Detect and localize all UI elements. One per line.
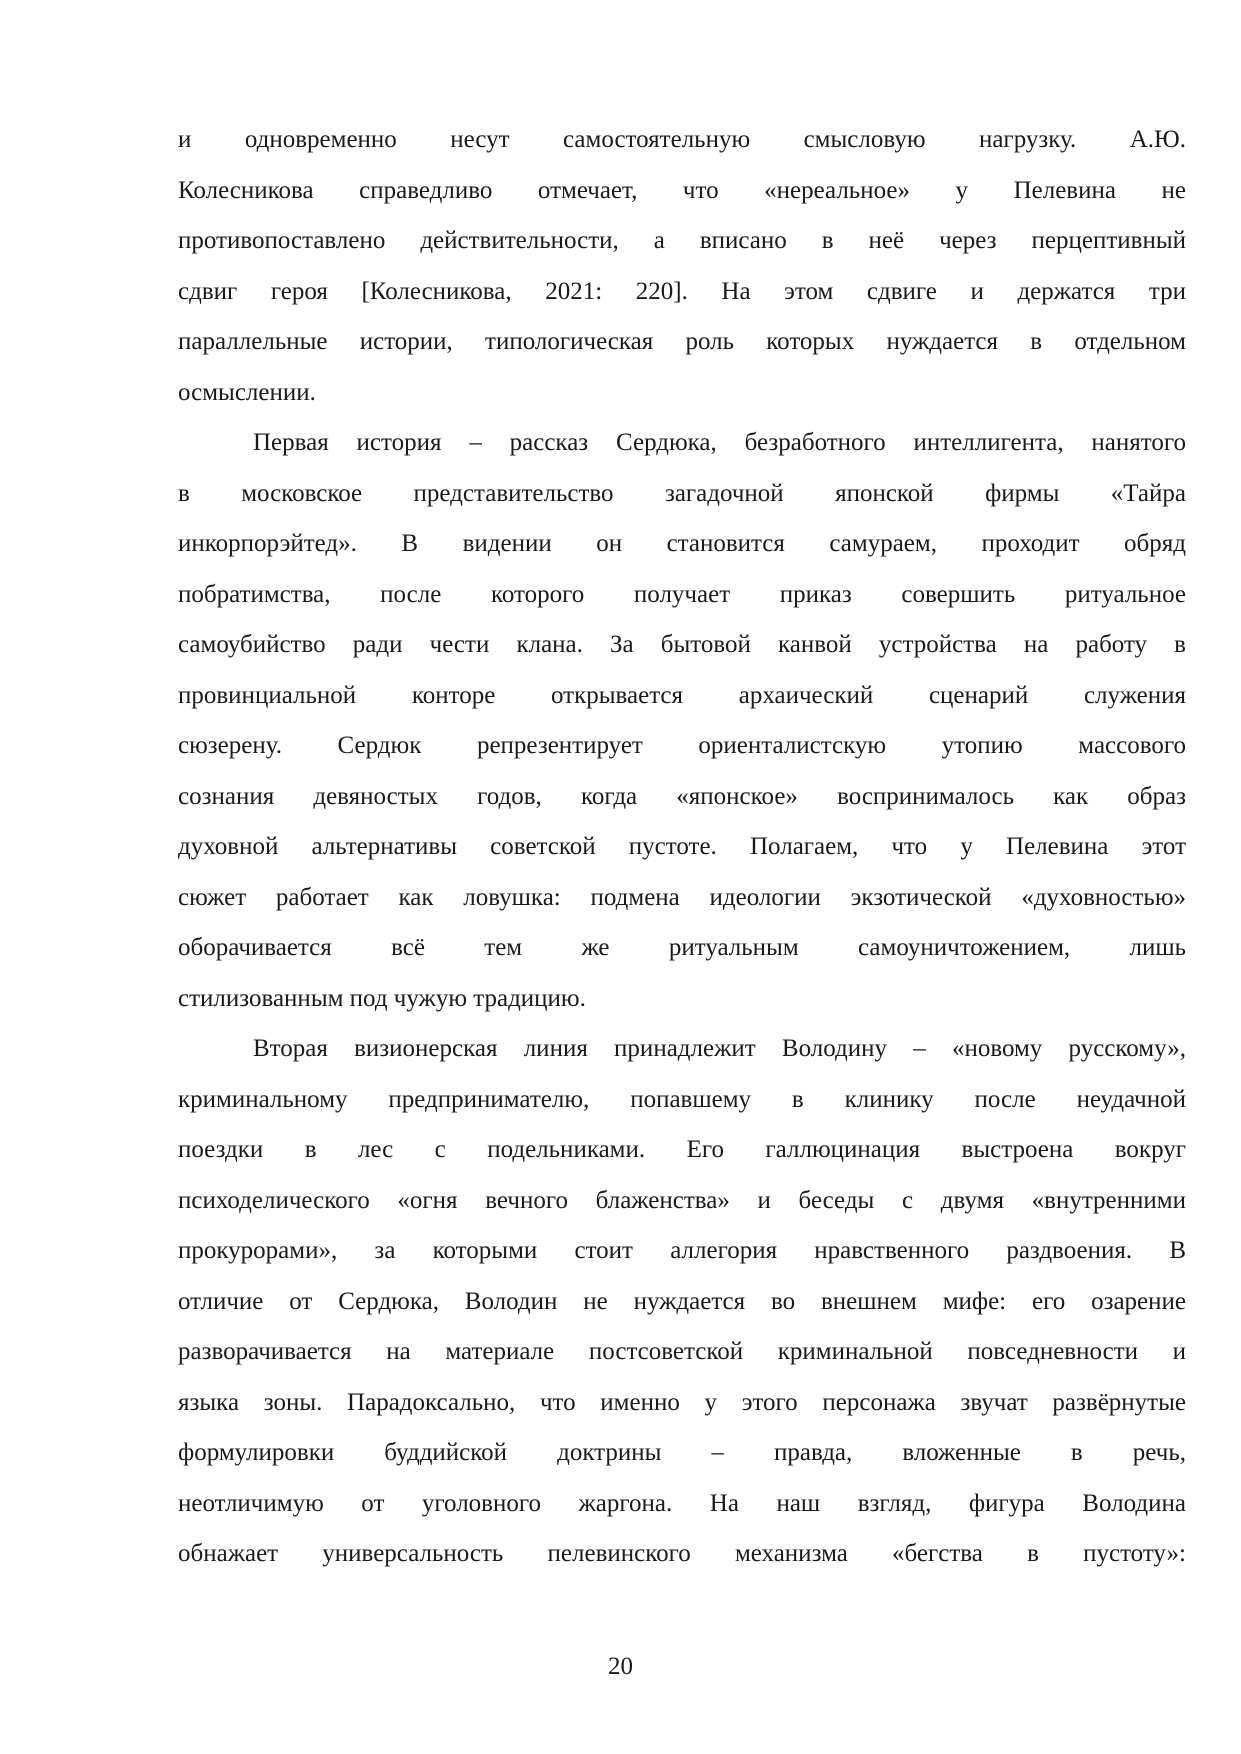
text-line: языка зоны. Парадоксально, что именно у этого персонажа звучат развёрнутые [178, 1388, 1186, 1416]
text-line: формулировки буддийской доктрины – правда, вложенные в речь, [178, 1439, 1186, 1466]
text-line: прокурорами», за которыми стоит аллегория нравственного раздвоения. В [178, 1237, 1186, 1264]
text-line: поездки в лес с подельниками. Его галлюцинация выстроена вокруг [178, 1136, 1186, 1163]
text-line: психоделического «огня вечного блаженства» и беседы с двумя «внутренними [178, 1186, 1186, 1214]
text-line: инкорпорэйтед». В видении он становится самураем, проходит обряд [178, 530, 1186, 557]
main-text [178, 115, 1186, 1580]
text-line: Колесникова справедливо отмечает, что «нереальное» у Пелевина не [178, 176, 1186, 204]
text-line: духовной альтернативы советской пустоте. Полагаем, что у Пелевина этот [178, 833, 1186, 860]
text-line: разворачивается на материале постсоветской криминальной повседневности и [178, 1338, 1186, 1365]
text-line: неотличимую от уголовного жаргона. На наш взгляд, фигура Володина [178, 1489, 1186, 1517]
text-line: обнажает универсальность пелевинского механизма «бегства в пустоту»: [178, 1540, 1186, 1567]
text-line: и одновременно несут самостоятельную смысловую нагрузку. А.Ю. [178, 126, 1186, 153]
page-number: 20 [608, 1653, 633, 1680]
text-line: Вторая визионерская линия принадлежит Володину – «новому русскому», [253, 1035, 1186, 1062]
text-line: стилизованным под чужую традицию. [178, 984, 586, 1012]
text-line: криминальному предпринимателю, попавшему в клинику после неудачной [178, 1085, 1186, 1113]
text-line: провинциальной конторе открывается архаический сценарий служения [178, 681, 1186, 709]
text-line: сюзерену. Сердюк репрезентирует ориенталистскую утопию массового [178, 732, 1186, 759]
text-line: сдвиг героя [Колесникова, 2021: 220]. На этом сдвиге и держатся три [178, 277, 1186, 305]
text-line: в московское представительство загадочной японской фирмы «Тайра [178, 479, 1186, 507]
text-line: Первая история – рассказ Сердюка, безработного интеллигента, нанятого [253, 429, 1186, 456]
text-line: сознания девяностых годов, когда «японское» воспринималось как образ [178, 782, 1186, 810]
text-line: самоубийство ради чести клана. За бытовой канвой устройства на работу в [178, 631, 1186, 658]
text-line: побратимства, после которого получает приказ совершить ритуальное [178, 580, 1186, 608]
text-line: осмыслении. [178, 378, 316, 406]
text-line: параллельные истории, типологическая роль которых нуждается в отдельном [178, 328, 1186, 355]
text-line: оборачивается всё тем же ритуальным самоуничтожением, лишь [178, 934, 1186, 961]
text-line: отличие от Сердюка, Володин не нуждается во внешнем мифе: его озарение [178, 1287, 1186, 1315]
text-line: противопоставлено действительности, а вписано в неё через перцептивный [178, 227, 1186, 254]
text-line: сюжет работает как ловушка: подмена идеологии экзотической «духовностью» [178, 883, 1186, 911]
